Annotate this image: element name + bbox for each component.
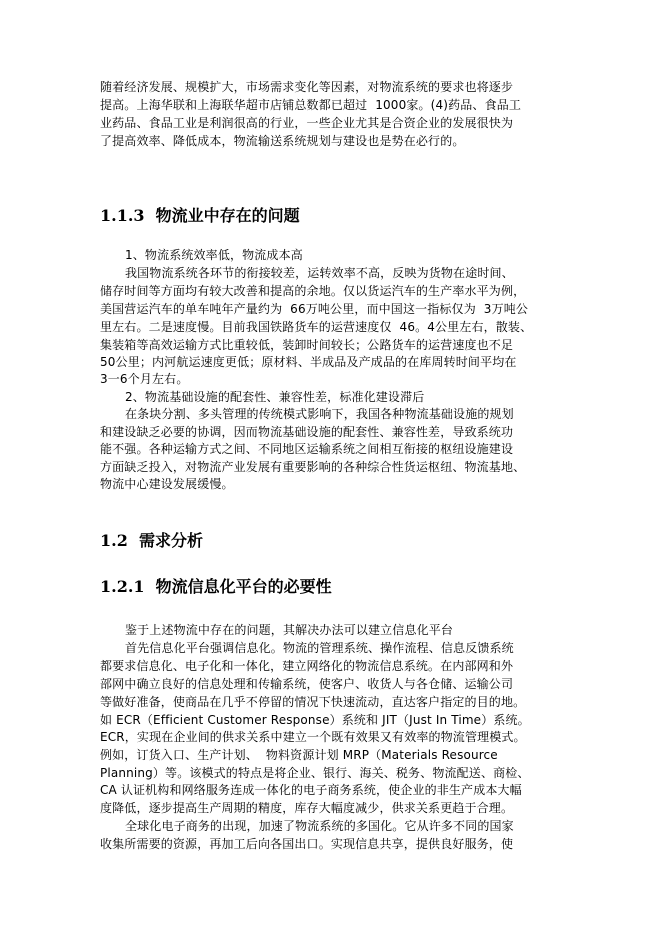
item-title: 2、物流基础设施的配套性、兼容性差，标准化建设滞后 [125,390,425,404]
body-line: 例如，订货入口、生产计划、 物料资源计划 MRP（Materials Resource [100,748,498,762]
body-line: 在条块分割、多头管理的传统模式影响下，我国各种物流基础设施的规划 [125,407,514,421]
section-heading-1-2-1: 1.2.1 物流信息化平台的必要性 [100,577,332,596]
body-line: 首先信息化平台强调信息化。物流的管理系统、操作流程、信息反馈系统 [125,641,514,655]
body-line: 50公里；内河航运速度更低；原材料、半成品及产成品的在库周转时间平均在 [100,355,517,369]
body-line: 部网中确立良好的信息处理和传输系统，使客户、收货人与各仓储、运输公司 [100,677,514,691]
body-line: Planning）等。该模式的特点是将企业、银行、海关、税务、物流配送、商检、 [100,766,530,780]
body-line: 如 ECR（Efficient Customer Response）系统和 JIT（Just In Time）系统。 [100,713,530,727]
section-heading-1-2: 1.2 需求分析 [100,531,203,550]
body-line: 3一6个月左右。 [100,372,189,386]
body-line: 鉴于上述物流中存在的问题，其解决办法可以建立信息化平台 [125,623,454,637]
intro-line: 随着经济发展、规模扩大，市场需求变化等因素，对物流系统的要求也将逐步 [100,80,514,94]
intro-line: 了提高效率、降低成本，物流输送系统规划与建设也是势在必行的。 [100,134,465,148]
intro-line: 业药品、食品工业是利润很高的行业，一些企业尤其是合资企业的发展很快为 [100,116,514,130]
section-heading-1-1-3: 1.1.3 物流业中存在的问题 [100,206,300,225]
body-line: 全球化电子商务的出现，加速了物流系统的多国化。它从许多不同的国家 [125,819,514,833]
body-line: ECR，实现在企业间的供求关系中建立一个既有效果又有效率的物流管理模式。 [100,730,526,744]
intro-line: 提高。上海华联和上海联华超市店铺总数都已超过 1000家。(4)药品、食品工 [100,98,522,112]
body-line: 收集所需要的资源，再加工后向各国出口。实现信息共享，提供良好服务，使 [100,837,514,851]
body-line: CA 认证机构和网络服务连成一体化的电子商务系统，使企业的非生产成本大幅 [100,783,522,797]
body-line: 能不强。各种运输方式之间、不同地区运输系统之间相互衔接的枢纽设施建设 [100,442,514,456]
body-line: 方面缺乏投入，对物流产业发展有重要影响的各种综合性货运枢纽、物流基地、 [100,460,526,474]
body-line: 里左右。二是速度慢。目前我国铁路货车的运营速度仅 46。4公里左右，散装、 [100,320,533,334]
body-line: 我国物流系统各环节的衔接较差，运转效率不高，反映为货物在途时间、 [125,266,514,280]
body-line: 等做好准备，使商品在几乎不停留的情况下快速流动，直达客户指定的目的地。 [100,695,526,709]
body-line: 储存时间等方面均有较大改善和提高的余地。仅以货运汽车的生产率水平为例， [100,284,526,298]
item-title: 1、物流系统效率低，物流成本高 [125,248,303,262]
body-line: 美国营运汽车的单车吨年产量约为 66万吨公里，而中国这一指标仅为 3万吨公 [100,302,529,316]
body-line: 物流中心建设发展缓慢。 [100,477,234,491]
body-line: 度降低，逐步提高生产周期的精度，库存大幅度减少，供求关系更趋于合理。 [100,801,514,815]
body-line: 集装箱等高效运输方式比重较低，装卸时间较长；公路货车的运营速度也不足 [100,338,514,352]
body-line: 都要求信息化、电子化和一体化，建立网络化的物流信息系统。在内部网和外 [100,659,514,673]
body-line: 和建设缺乏必要的协调，因而物流基础设施的配套性、兼容性差，导致系统功 [100,425,514,439]
